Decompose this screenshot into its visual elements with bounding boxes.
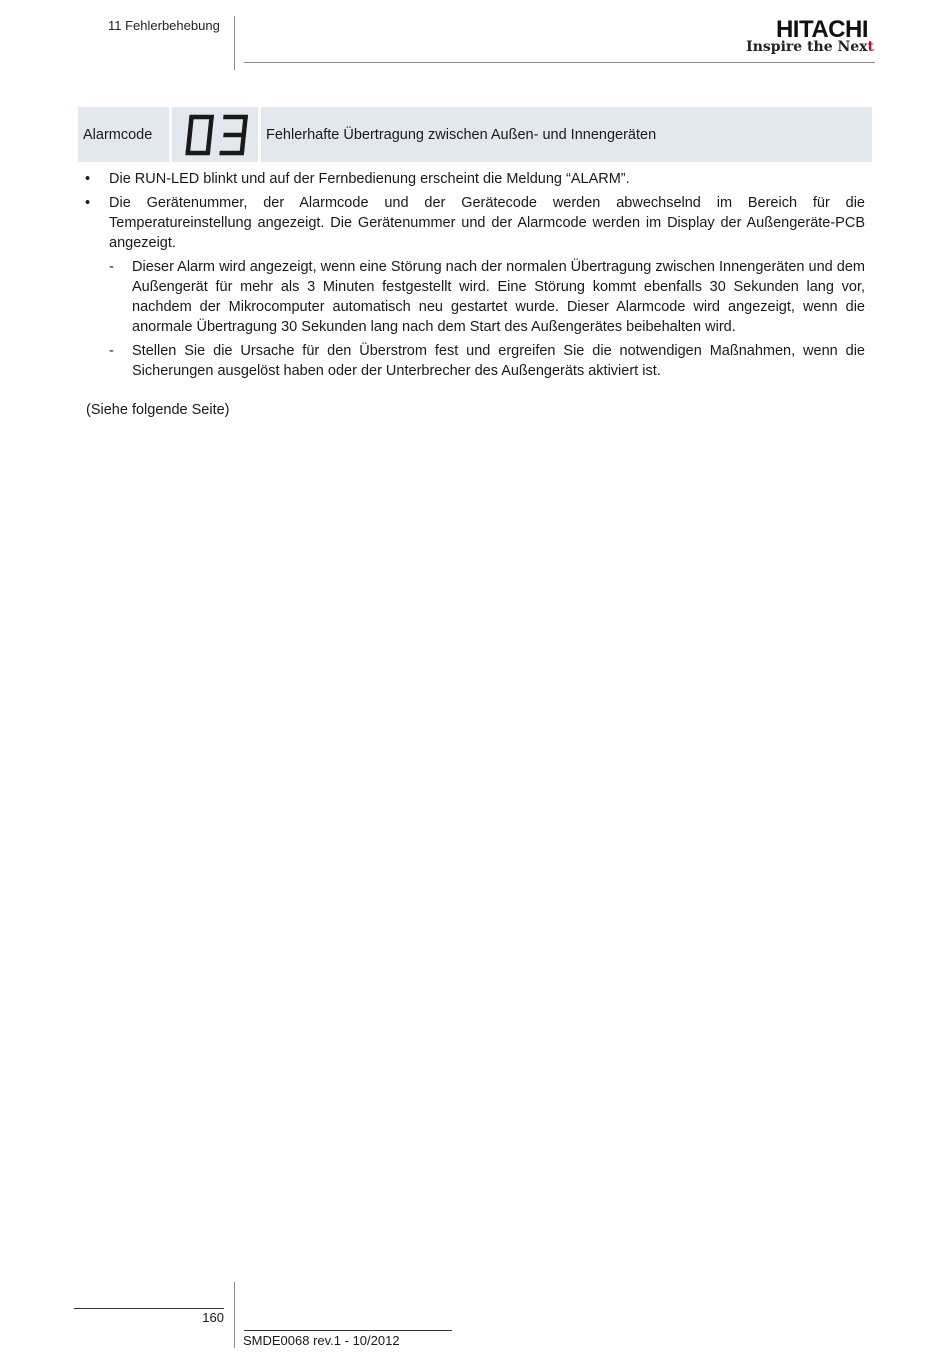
- dash-mark: -: [109, 259, 114, 275]
- document-reference: SMDE0068 rev.1 - 10/2012: [243, 1333, 400, 1348]
- footer-rule-left: [74, 1308, 224, 1309]
- alarm-title: Fehlerhafte Übertragung zwischen Außen- und Innengeräten: [261, 107, 872, 162]
- bullet-mark: •: [85, 171, 91, 187]
- continued-note: (Siehe folgende Seite): [86, 402, 230, 418]
- sub-item: - Dieser Alarm wird angezeigt, wenn eine Störung nach der normalen Übertragung zwischen Innengeräten und dem Außengerät für mehr als 3 Minuten festgestellt wird. Eine Störung kommt ebenfalls 30 Sekunden lang vor, nachdem der Mikrocomputer automatisch neu gestartet wurde. Dieser Alarmcode wird angezeigt, wenn die anormale Übertragung 30 Sekunden lang nach dem Start des Außengerätes beibehalten wird.: [109, 259, 865, 335]
- dash-mark: -: [109, 343, 114, 359]
- alarm-code-label: Alarmcode: [78, 107, 169, 162]
- alarm-code-bar: [78, 107, 872, 162]
- bullet-item: • Die RUN-LED blinkt und auf der Fernbedienung erscheint die Meldung “ALARM”.: [85, 171, 630, 187]
- logo-tagline: Inspire the Next: [746, 39, 874, 55]
- footer-divider: [234, 1282, 235, 1348]
- header-divider: [234, 16, 235, 70]
- alarm-description: [85, 169, 865, 385]
- hitachi-logo: HITACHI: [775, 16, 868, 43]
- seven-segment-display: [180, 113, 250, 157]
- header-rule: [244, 62, 875, 63]
- bullet-item: • Die Gerätenummer, der Alarmcode und der Gerätecode werden abwechselnd im Bereich für die Temperatureinstellung angezeigt. Die Gerätenummer und der Alarmcode werden im Display der Außengeräte-PCB angezeigt.: [85, 195, 865, 251]
- alarm-code-display: [172, 107, 258, 162]
- bullet-mark: •: [85, 195, 91, 211]
- page-number: 160: [202, 1310, 224, 1325]
- sub-item: - Stellen Sie die Ursache für den Überstrom fest und ergreifen Sie die notwendigen Maßnahmen, wenn die Sicherungen ausgelöst haben oder der Unterbrecher des Außengeräts aktiviert ist.: [109, 343, 865, 379]
- footer-rule-right: [244, 1330, 452, 1331]
- section-title: 11 Fehlerbehebung: [108, 18, 220, 33]
